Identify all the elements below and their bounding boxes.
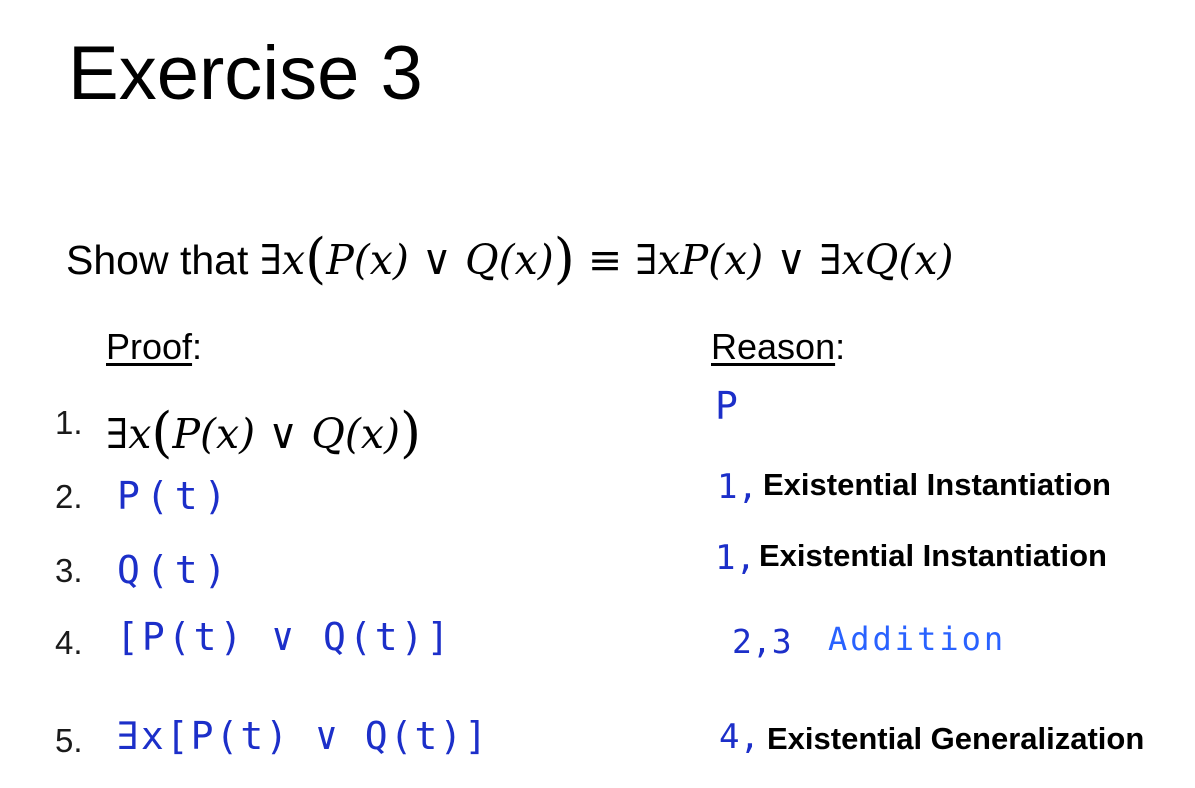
step-1-reason-ref: P <box>715 384 738 428</box>
step-3-reason-ref: 1, <box>715 538 756 578</box>
step-1-proof-head: ∃x <box>106 410 152 458</box>
step-3-proof: Q(t) <box>117 548 233 592</box>
step-number: 5. <box>55 722 83 759</box>
statement-lhs-head: ∃x <box>259 236 306 284</box>
step-5-reason: Existential Generalization <box>767 721 1145 756</box>
problem-statement <box>66 226 954 290</box>
reason-header <box>711 326 845 368</box>
step-1-proof: ∃x(P(x) ∨ Q(x)) <box>106 401 422 464</box>
reason-header-label: Reason <box>711 326 836 367</box>
reason-header-colon: : <box>835 326 846 367</box>
statement-rhs: ∃xP(x) ∨ ∃xQ(x) <box>635 236 954 284</box>
statement-lhs-body: P(x) ∨ Q(x) <box>326 236 554 284</box>
step-5-reason-ref: 4, <box>719 717 760 757</box>
step-number: 2. <box>55 478 83 515</box>
step-number: 4. <box>55 624 83 661</box>
step-number: 1. <box>55 404 83 441</box>
statement-equiv: ≡ <box>574 236 636 284</box>
statement-lhs: ∃x(P(x) ∨ Q(x)) <box>259 227 575 290</box>
proof-header-colon: : <box>192 326 203 367</box>
step-2-proof: P(t) <box>117 474 233 518</box>
step-1-proof-body: P(x) ∨ Q(x) <box>172 410 400 458</box>
step-4-reason: Addition <box>828 620 1007 658</box>
proof-header-label: Proof <box>106 326 193 367</box>
step-number: 3. <box>55 552 83 589</box>
step-4-proof: [P(t) ∨ Q(t)] <box>116 615 453 659</box>
page-title: Exercise 3 <box>68 31 423 116</box>
step-2-reason-ref: 1, <box>717 467 758 507</box>
statement-prefix: Show that <box>66 237 260 283</box>
step-3-reason: Existential Instantiation <box>759 538 1107 573</box>
proof-header <box>106 326 202 368</box>
step-2-reason: Existential Instantiation <box>763 467 1111 502</box>
step-4-reason-ref: 2,3 <box>732 622 792 661</box>
step-5-proof: ∃x[P(t) ∨ Q(t)] <box>116 714 490 758</box>
